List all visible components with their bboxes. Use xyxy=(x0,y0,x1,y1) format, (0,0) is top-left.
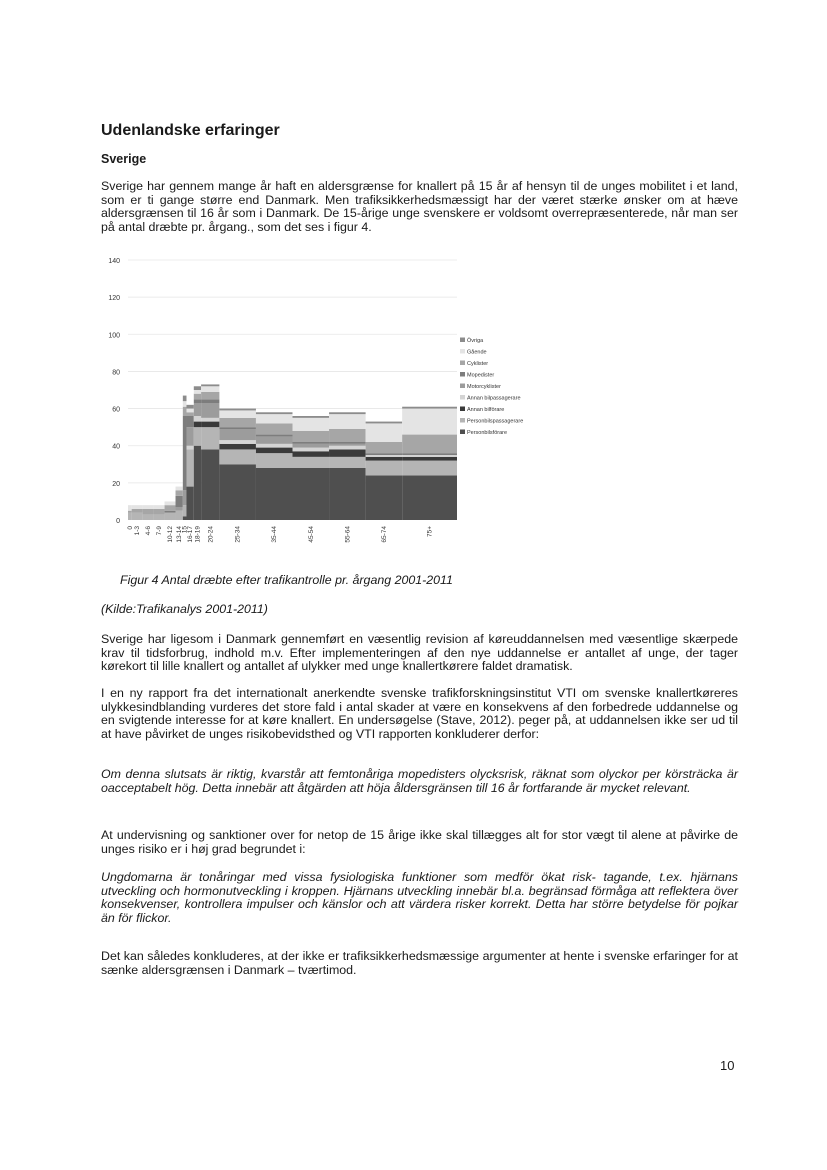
bar-segment xyxy=(329,446,366,450)
bar-segment xyxy=(293,444,330,448)
bar-segment xyxy=(402,435,457,454)
x-tick-label: 10-12 xyxy=(167,526,175,543)
bar-segment xyxy=(402,461,457,476)
bar-segment xyxy=(402,457,457,461)
legend-swatch xyxy=(460,372,465,377)
bar-segment xyxy=(366,422,403,424)
bar-segment xyxy=(132,509,143,513)
bar-segment xyxy=(183,396,187,402)
bar-segment xyxy=(165,501,176,505)
bar-segment xyxy=(329,414,366,429)
x-tick-label: 65-74 xyxy=(380,526,388,543)
bar-segment xyxy=(219,449,256,464)
bar-segment xyxy=(219,429,256,440)
bar-segment xyxy=(201,427,219,449)
legend-swatch xyxy=(460,384,465,389)
legend-swatch xyxy=(460,395,465,400)
legend-swatch xyxy=(460,349,465,354)
bar-segment xyxy=(329,449,366,456)
bar-segment xyxy=(219,410,256,417)
subsection-heading: Sverige xyxy=(101,152,147,166)
x-tick-label: 35-44 xyxy=(271,526,279,543)
bar-segment xyxy=(293,457,330,468)
bar-segment xyxy=(201,384,219,386)
bar-segment xyxy=(329,442,366,444)
figure-source: (Kilde:Trafikanalys 2001-2011) xyxy=(101,602,268,616)
y-tick-labels xyxy=(108,258,120,525)
bar-segment xyxy=(293,448,330,452)
paragraph-conclusion: Det kan således konkluderes, at der ikke er trafiksikkerhedsmæssige argumenter at hente i svenske erfaringer for at sænke aldersgrænsen i Danmark – tværtimod. xyxy=(101,949,738,977)
bar-segment xyxy=(256,453,293,468)
bar-segment xyxy=(183,505,187,516)
bar-segment xyxy=(219,409,256,411)
bar-segment xyxy=(143,509,154,515)
bar-segment xyxy=(293,418,330,431)
bar-segment xyxy=(143,505,154,509)
bar-segment xyxy=(256,448,293,454)
page-number: 10 xyxy=(720,1058,735,1073)
quote-vti-conclusion: Om denna slutsats är riktig, kvarstår att femtonåriga mopedisters olycksrisk, räknat som olyckor per körsträcka är oacceptabelt hög. Detta innebär att åtgärden att höja åldersgränsen till 16 år fortfarande är mycket relevant. xyxy=(101,767,738,795)
bar-segment xyxy=(194,422,201,428)
bar-segment xyxy=(186,446,193,450)
bar-segment xyxy=(366,475,403,520)
bar-segment xyxy=(201,386,219,392)
bar-segment xyxy=(402,475,457,520)
x-tick-label: 15 xyxy=(181,526,189,534)
bar-segment xyxy=(201,422,219,428)
legend-swatch xyxy=(460,361,465,366)
bar-segment xyxy=(132,513,143,520)
y-tick-label: 60 xyxy=(112,406,120,414)
x-tick-label: 7-9 xyxy=(156,526,164,536)
bar-segment xyxy=(293,442,330,444)
x-tick-label: 25-34 xyxy=(234,526,242,543)
legend-entry: Övriga xyxy=(467,338,484,344)
bar-segment xyxy=(256,436,293,443)
paragraph-intro: Sverige har gennem mange år haft en aldersgrænse for knallert på 15 år af hensyn til de unges mobilitet i et land, som er ti gange større end Danmark. Men trafiksikkerhedsmæssigt har der været stærke ønsker om at hæve aldersgrænsen til 16 år som i Danmark. De 15-årige unge svenskere er voldsomt overrepræsenterede, når man ser på antal dræbte pr. årgang., som det ses i figur 4. xyxy=(101,179,738,234)
bar-segment xyxy=(402,453,457,455)
x-tick-label: 16-17 xyxy=(187,526,195,543)
paragraph-teaching: At undervisning og sanktioner over for netop de 15 årige ikke skal tillægges alt for stor vægt til alene at påvirke de unges risiko er i høj grad begrundet i: xyxy=(101,828,738,856)
bar-segment xyxy=(132,505,143,509)
bar-segment xyxy=(194,390,201,394)
bar-segment xyxy=(194,446,201,520)
bar-segment xyxy=(186,412,193,416)
bar-segment xyxy=(186,427,193,446)
bar-segment xyxy=(183,401,187,407)
bar-segment xyxy=(176,487,183,491)
bar-segment xyxy=(154,514,165,520)
bar-segment xyxy=(293,431,330,442)
bar-segment xyxy=(186,416,193,427)
bar-segment xyxy=(329,468,366,520)
bar-segment xyxy=(256,435,293,437)
bar-segment xyxy=(366,442,403,453)
bar-segment xyxy=(256,423,293,434)
chart-legend xyxy=(460,337,523,436)
bar-segment xyxy=(194,394,201,400)
y-tick-label: 40 xyxy=(112,443,120,451)
section-heading: Udenlandske erfaringer xyxy=(101,122,280,139)
quote-youth-physiology: Ungdomarna är tonåringar med vissa fysiologiska funktioner som medför ökat risk- tagande, t.ex. hjärnans utveckling och hormonutveckling i kroppen. Hjärnans utveckling innebär bl.a. begränsad förmåga att reflektera över konsekvenser, kontrollera impulser och känslor och att värdera risker korrekt. Detta har större betydelse för pojkar än för flickor. xyxy=(101,870,738,925)
bar-segment xyxy=(194,399,201,403)
bar-segment xyxy=(143,514,154,520)
bar-segment xyxy=(128,511,132,513)
bar-segment xyxy=(165,505,176,511)
x-tick-label: 18-19 xyxy=(194,526,202,543)
y-tick-label: 0 xyxy=(116,518,120,525)
bar-segment xyxy=(256,412,293,414)
x-tick-label: 1-3 xyxy=(134,526,142,536)
bar-segment xyxy=(256,444,293,448)
bar-segment xyxy=(402,407,457,409)
legend-entry: Cyklister xyxy=(467,361,489,367)
legend-swatch xyxy=(460,418,465,423)
x-tick-labels xyxy=(127,526,434,543)
bar-segment xyxy=(201,399,219,403)
legend-entry: Annan bilförare xyxy=(467,407,505,413)
figure-caption: Figur 4 Antal dræbte efter trafikantrolle pr. årgang 2001-2011 xyxy=(120,573,453,587)
bar-segment xyxy=(128,513,132,520)
bar-segment xyxy=(402,409,457,435)
bar-segment xyxy=(186,449,193,486)
bar-segment xyxy=(186,487,193,520)
bar-segment xyxy=(183,490,187,505)
x-tick-label: 20-24 xyxy=(207,526,215,543)
legend-entry: Annan bilpassagerare xyxy=(467,395,521,402)
legend-entry: Gående xyxy=(467,349,487,356)
bar-segment xyxy=(186,409,193,413)
chart-bars xyxy=(128,384,457,520)
bar-segment xyxy=(219,464,256,520)
bar-segment xyxy=(256,468,293,520)
bar-segment xyxy=(186,405,193,409)
bar-segment xyxy=(293,451,330,457)
bar-segment xyxy=(201,418,219,422)
bar-segment xyxy=(256,414,293,423)
legend-entry: Motorcyklister xyxy=(467,384,501,390)
bar-segment xyxy=(183,516,187,520)
bar-segment xyxy=(176,490,183,496)
bar-segment xyxy=(176,496,183,507)
bar-segment xyxy=(293,468,330,520)
legend-swatch xyxy=(460,407,465,412)
bar-segment xyxy=(366,457,403,461)
bar-segment xyxy=(293,416,330,418)
x-tick-label: 45-54 xyxy=(307,526,315,543)
bar-segment xyxy=(154,509,165,515)
y-tick-label: 100 xyxy=(108,332,120,340)
y-tick-label: 20 xyxy=(112,480,120,488)
legend-entry: Personbilsförare xyxy=(467,430,508,436)
bar-segment xyxy=(176,507,183,511)
bar-segment xyxy=(329,429,366,442)
bar-segment xyxy=(366,455,403,457)
paragraph-revision: Sverige har ligesom i Danmark gennemført en væsentlig revision af køreuddannelsen med væsentlige skærpede krav til tidsforbrug, indhold m.v. Efter implementeringen af den nye uddannelse er antallet af unge, der tager kørekort til lille knallert og antallet af ulykker med unge knallertkørere faldet dramatisk. xyxy=(101,632,738,674)
bar-segment xyxy=(366,453,403,455)
bar-segment xyxy=(201,403,219,418)
bar-segment xyxy=(366,423,403,442)
legend-entry: Personbilspassagerare xyxy=(467,418,524,425)
x-tick-label: 75+ xyxy=(426,526,434,538)
legend-entry: Mopedister xyxy=(467,372,495,379)
x-tick-label: 4-6 xyxy=(145,526,153,536)
bar-segment xyxy=(329,444,366,446)
bar-segment xyxy=(165,513,176,520)
bar-segment xyxy=(329,412,366,414)
y-tick-label: 80 xyxy=(112,369,120,377)
bar-segment xyxy=(219,427,256,429)
bar-segment xyxy=(176,511,183,520)
bar-segment xyxy=(194,416,201,422)
paragraph-vti-report: I en ny rapport fra det internationalt anerkendte svenske trafikforskningsinstitut VTI om svenske knallertkøreres ulykkesindblanding vurderes det store fald i antal skader at være en konsekvens af den forbedrede uddannelse og en svigtende interesse for at køre knallert. En undersøgelse (Stave, 2012). peger på, at uddannelsen ikke ser ud til at have påvirket de unges risikobevidsthed og VTI rapporten konkluderer derfor: xyxy=(101,686,738,741)
bar-segment xyxy=(128,505,132,511)
bar-segment xyxy=(219,440,256,444)
bar-segment xyxy=(194,403,201,416)
bar-segment xyxy=(219,418,256,427)
bar-segment xyxy=(366,461,403,476)
x-tick-label: 0 xyxy=(126,526,134,530)
bar-segment xyxy=(183,407,187,416)
x-tick-label: 13-14 xyxy=(176,526,184,543)
legend-swatch xyxy=(460,430,465,435)
legend-swatch xyxy=(460,338,465,343)
bar-segment xyxy=(329,457,366,468)
chart-area xyxy=(90,250,570,570)
bar-segment xyxy=(194,427,201,446)
bar-segment xyxy=(201,392,219,399)
y-tick-label: 140 xyxy=(108,258,120,265)
bar-segment xyxy=(194,386,201,390)
bar-segment xyxy=(183,416,187,490)
bar-segment xyxy=(154,505,165,509)
bar-segment xyxy=(165,511,176,513)
x-tick-label: 55-64 xyxy=(344,526,352,543)
y-tick-label: 120 xyxy=(108,295,120,303)
bar-segment xyxy=(402,455,457,457)
bar-segment xyxy=(201,449,219,520)
bar-segment xyxy=(219,444,256,450)
